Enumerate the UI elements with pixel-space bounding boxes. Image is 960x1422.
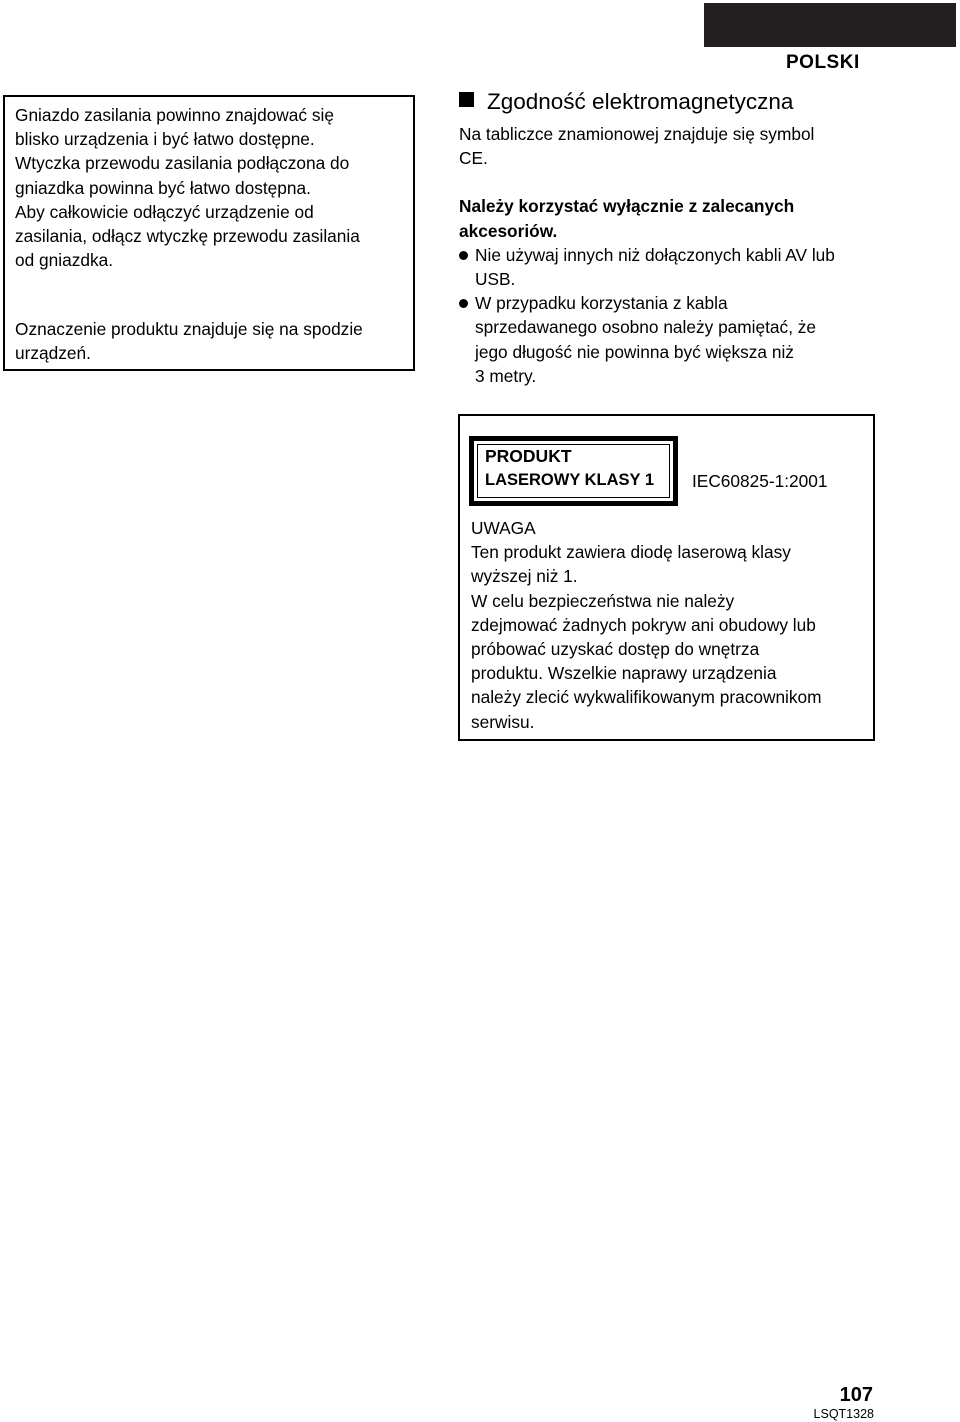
bullet-icon (459, 251, 468, 260)
power-socket-paragraph (15, 103, 410, 272)
text-line: Gniazdo zasilania powinno znajdować się (15, 105, 334, 125)
square-bullet-icon (459, 92, 474, 107)
emc-section (459, 122, 879, 388)
header-bar (704, 3, 956, 47)
text-line: Należy korzystać wyłącznie z zalecanych (459, 196, 795, 217)
text-line: należy zlecić wykwalifikowanym pracownikom (471, 687, 822, 708)
laser-label-line2: LASEROWY KLASY 1 (485, 471, 655, 489)
text-line: 3 metry. (475, 365, 537, 386)
text-line: CE. (459, 148, 488, 169)
text-line: urządzeń. (15, 343, 91, 364)
bullet-icon (459, 299, 468, 308)
text-line: serwisu. (471, 711, 535, 732)
ce-paragraph (459, 122, 879, 170)
document-code: LSQT1328 (813, 1407, 874, 1421)
bullet-item (459, 291, 879, 388)
page-number: 107 (839, 1384, 873, 1406)
text-line: blisko urządzenia i być łatwo dostępne. (15, 129, 315, 150)
text-line: Wtyczka przewodu zasilania podłączona do (15, 153, 350, 174)
text-line: Ten produkt zawiera diodę laserową klasy (471, 542, 791, 563)
product-marking-paragraph (15, 317, 410, 365)
text-line: akcesoriów. (459, 220, 558, 241)
text-line: Oznaczenie produktu znajduje się na spodzie (15, 319, 363, 339)
text-line: wyższej niż 1. (471, 566, 578, 587)
text-line: sprzedawanego osobno należy pamiętać, że (475, 317, 817, 338)
text-line: USB. (475, 269, 516, 290)
emc-heading (459, 87, 793, 117)
emc-heading-text: Zgodność elektromagnetyczna (487, 89, 794, 114)
text-line: produktu. Wszelkie naprawy urządzenia (471, 663, 777, 684)
laser-class-label (469, 436, 678, 506)
caution-text (471, 516, 871, 734)
text-line: gniazdka powinna być łatwo dostępna. (15, 177, 311, 198)
text-line: zdejmować żadnych pokryw ani obudowy lub (471, 614, 816, 635)
text-line: jego długość nie powinna być większa niż (475, 341, 794, 362)
text-line: próbować uzyskać dostęp do wnętrza (471, 639, 760, 660)
laser-safety-panel (458, 414, 875, 741)
text-line: od gniazdka. (15, 250, 114, 271)
text-line: W celu bezpieczeństwa nie należy (471, 590, 735, 611)
text-line: Aby całkowicie odłączyć urządzenie od (15, 201, 314, 222)
text-line: W przypadku korzystania z kabla (475, 293, 728, 314)
language-label: POLSKI (786, 52, 860, 73)
accessory-note (459, 194, 879, 242)
power-notice-box (3, 95, 415, 371)
iec-standard: IEC60825-1:2001 (692, 471, 828, 491)
text-line: zasilania, odłącz wtyczkę przewodu zasilania (15, 226, 360, 247)
laser-label-line1: PRODUKT (485, 446, 572, 466)
caution-title: UWAGA (471, 518, 536, 538)
bullet-item (459, 243, 879, 291)
text-line: Nie używaj innych niż dołączonych kabli AV lub (475, 244, 835, 265)
text-line: Na tabliczce znamionowej znajduje się symbol (459, 124, 815, 144)
